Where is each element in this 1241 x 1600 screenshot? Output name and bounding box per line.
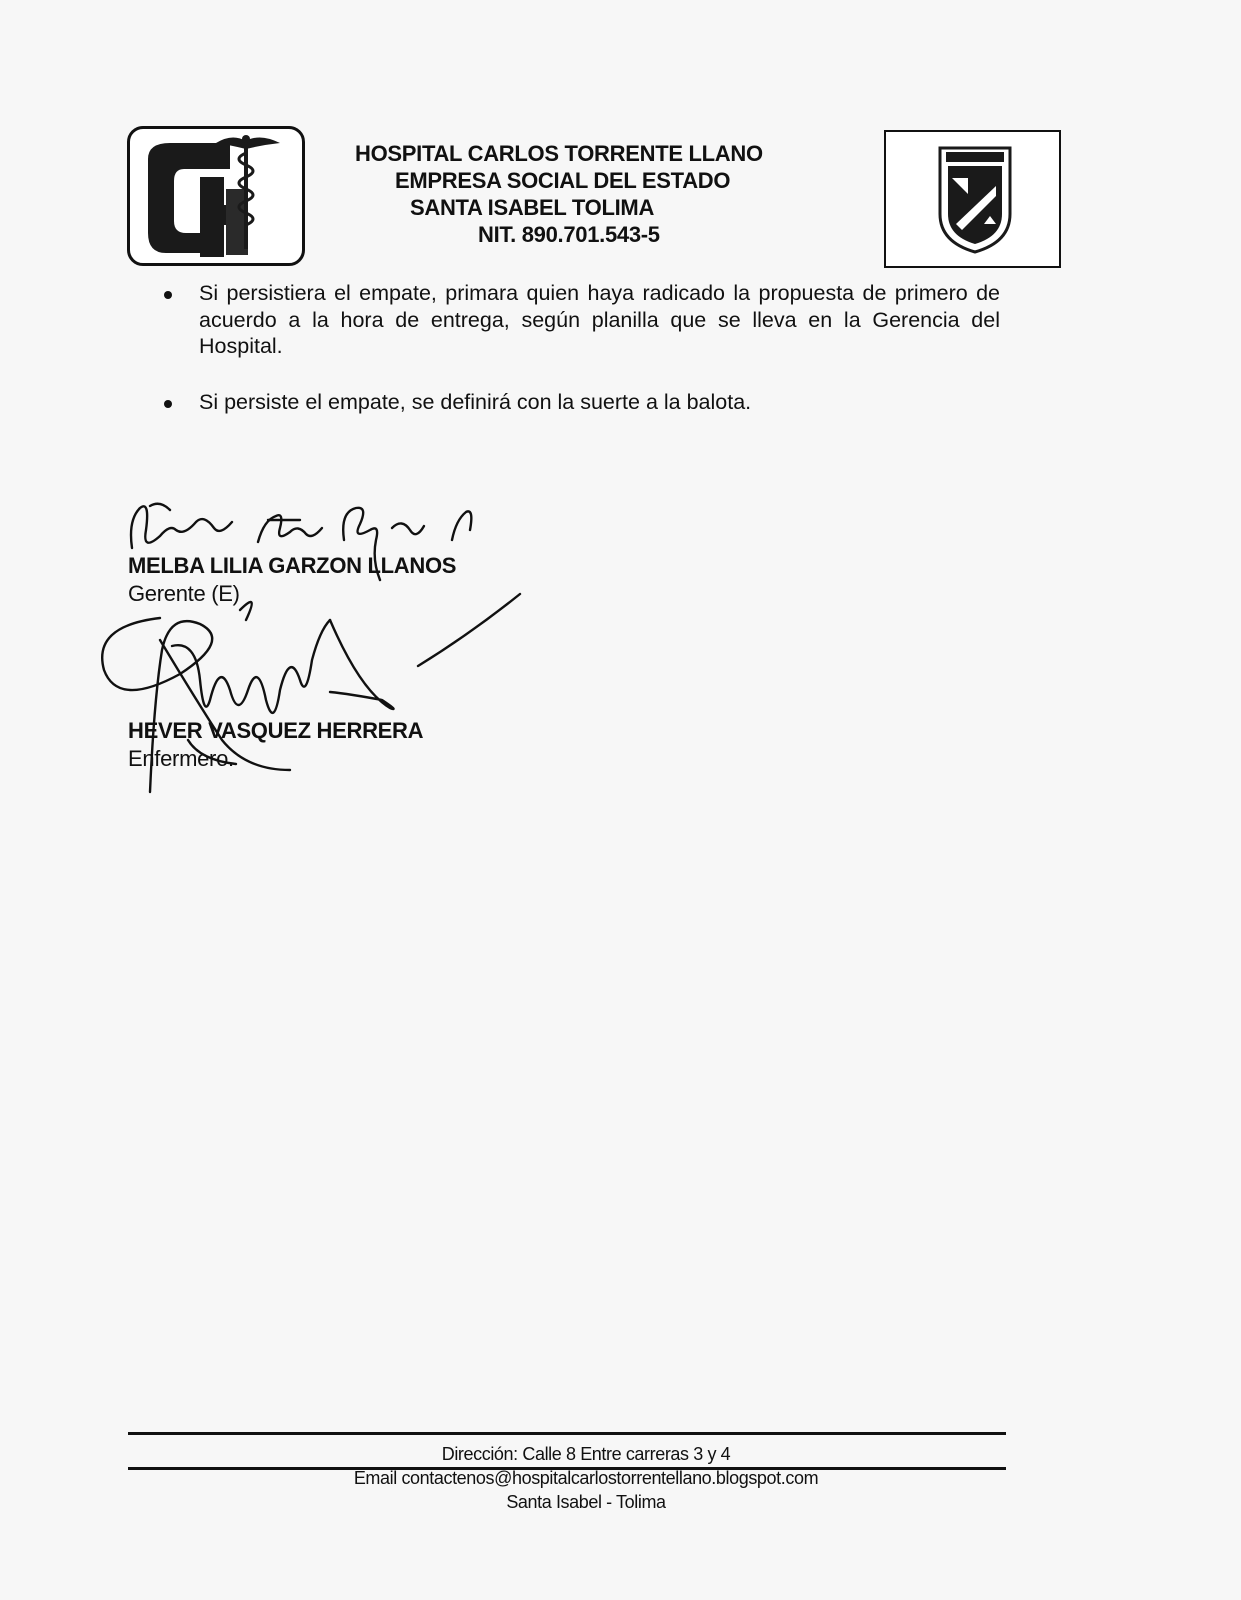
list-item bbox=[160, 389, 1000, 416]
signatory-role: Gerente (E) bbox=[128, 581, 240, 606]
list-item-text: Si persistiera el empate, primara quien haya radicado la propuesta de primero de acuerdo a la hora de entrega, según planilla que se lleva en la Gerencia del Hospital. bbox=[199, 281, 1000, 358]
signatory-1 bbox=[128, 552, 456, 608]
signatory-role: Enfermero. bbox=[128, 746, 234, 771]
location: SANTA ISABEL TOLIMA bbox=[410, 195, 655, 220]
signatory-name: HEVER VASQUEZ HERRERA bbox=[128, 718, 424, 743]
municipal-shield-logo-icon bbox=[884, 130, 1061, 268]
bullet-icon bbox=[164, 400, 172, 408]
hospital-name: HOSPITAL CARLOS TORRENTE LLANO bbox=[355, 141, 763, 166]
conditions-list bbox=[160, 280, 1000, 444]
signatory-2 bbox=[128, 717, 423, 773]
list-item bbox=[160, 280, 1000, 360]
letterhead bbox=[350, 140, 820, 248]
signatory-name: MELBA LILIA GARZON LLANOS bbox=[128, 553, 457, 578]
footer-divider-top bbox=[128, 1432, 1006, 1435]
bullet-icon bbox=[164, 291, 172, 299]
hospital-caduceus-logo-icon bbox=[127, 126, 305, 266]
nit-number: NIT. 890.701.543-5 bbox=[478, 222, 660, 247]
footer-city: Santa Isabel - Tolima bbox=[506, 1492, 666, 1512]
list-item-text: Si persiste el empate, se definirá con la suerte a la balota. bbox=[199, 389, 752, 414]
company-type: EMPRESA SOCIAL DEL ESTADO bbox=[395, 168, 731, 193]
footer-address: Dirección: Calle 8 Entre carreras 3 y 4 bbox=[441, 1444, 731, 1464]
footer-email: Email contactenos@hospitalcarlostorrentellano.blogspot.com bbox=[353, 1468, 819, 1488]
